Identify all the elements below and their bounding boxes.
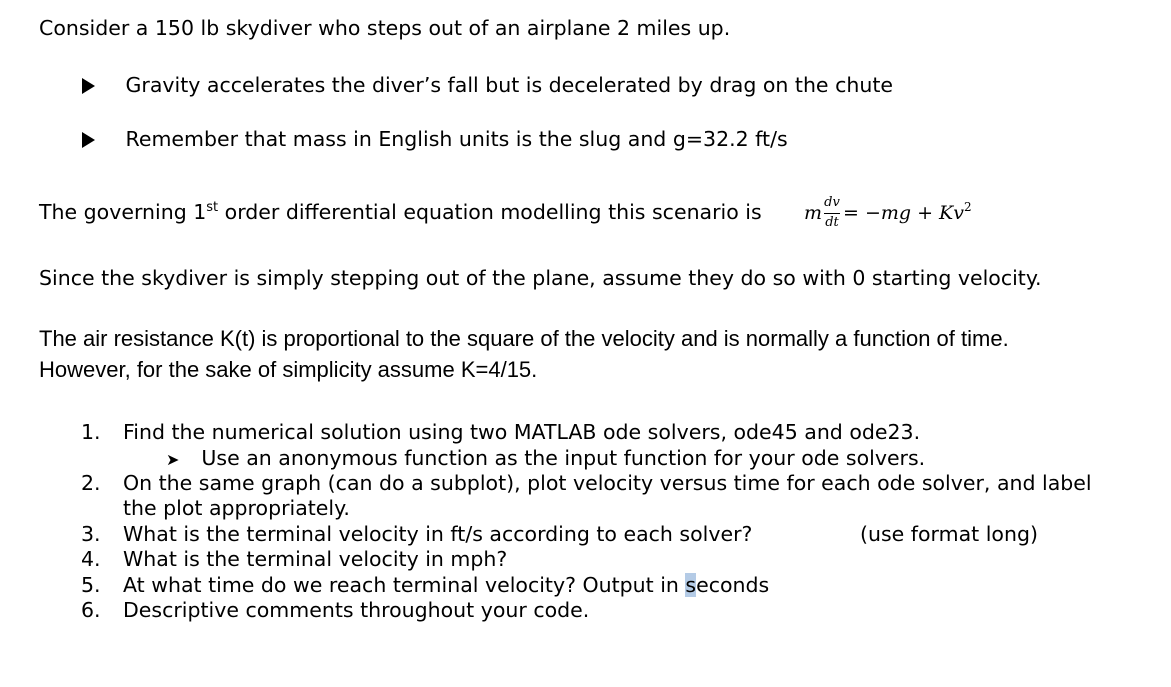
task-item-5 [81,573,769,597]
task-text: What is the terminal velocity in mph? [123,547,508,571]
task-item-3 [81,522,752,546]
equation-rhs-text: = −mg + Kv [843,202,964,224]
highlighted-character: s [685,573,697,597]
task-text: At what time do we reach terminal velocity? Output in [123,573,686,597]
task-item-1 [81,420,920,444]
air-resistance-line: The air resistance K(t) is proportional to the square of the velocity and is normally a function of time. [39,326,1009,351]
triangle-bullet-icon [82,132,95,148]
task-text: Find the numerical solution using two MATLAB ode solvers, ode45 and ode23. [123,420,921,444]
task-item-6 [81,598,589,622]
equation-intro-text: The governing 1 [39,200,207,224]
equation-denominator: dt [825,215,839,230]
task-number: 4. [81,547,101,571]
start-velocity-text: Since the skydiver is simply stepping out of the plane, assume they do so with 0 starting velocity. [39,266,1042,290]
air-resistance-line: However, for the sake of simplicity assume K=4/15. [39,357,538,382]
bullet-item [82,127,788,151]
task-number: 1. [81,420,101,444]
bullet-text: Gravity accelerates the diver’s fall but is decelerated by drag on the chute [125,73,893,97]
equation-mass: m [804,202,823,224]
task-subitem [166,446,925,470]
task-number: 6. [81,598,101,622]
fraction-bar [824,213,840,214]
task-number: 3. [81,522,101,546]
ordinal-superscript: st [206,200,219,215]
bullet-text: Remember that mass in English units is the slug and g=32.2 ft/s [125,127,788,151]
equation-exponent: 2 [964,200,972,214]
triangle-bullet-icon [82,78,95,94]
task-item-2-continuation: the plot appropriately. [123,496,350,520]
task-text: On the same graph (can do a subplot), plot velocity versus time for each ode solver, and label [123,471,1092,495]
task-item-2 [81,471,1092,495]
task-item-4 [81,547,507,571]
task-text: Descriptive comments throughout your code. [123,598,590,622]
equation-numerator: dv [824,195,840,210]
task-text-rest: econds [696,573,770,597]
task-subitem-text: Use an anonymous function as the input function for your ode solvers. [201,446,926,470]
arrowhead-bullet-icon: ➤ [166,450,180,469]
intro-text: Consider a 150 lb skydiver who steps out of an airplane 2 miles up. [39,16,731,40]
format-note: (use format long) [860,522,1038,546]
equation-intro-text-rest: order differential equation modelling this scenario is [218,200,762,224]
equation-intro [39,200,762,224]
task-number: 2. [81,471,101,495]
task-text: What is the terminal velocity in ft/s according to each solver? [123,522,753,546]
bullet-item [82,73,893,97]
equation-rhs [843,202,972,224]
task-number: 5. [81,573,101,597]
